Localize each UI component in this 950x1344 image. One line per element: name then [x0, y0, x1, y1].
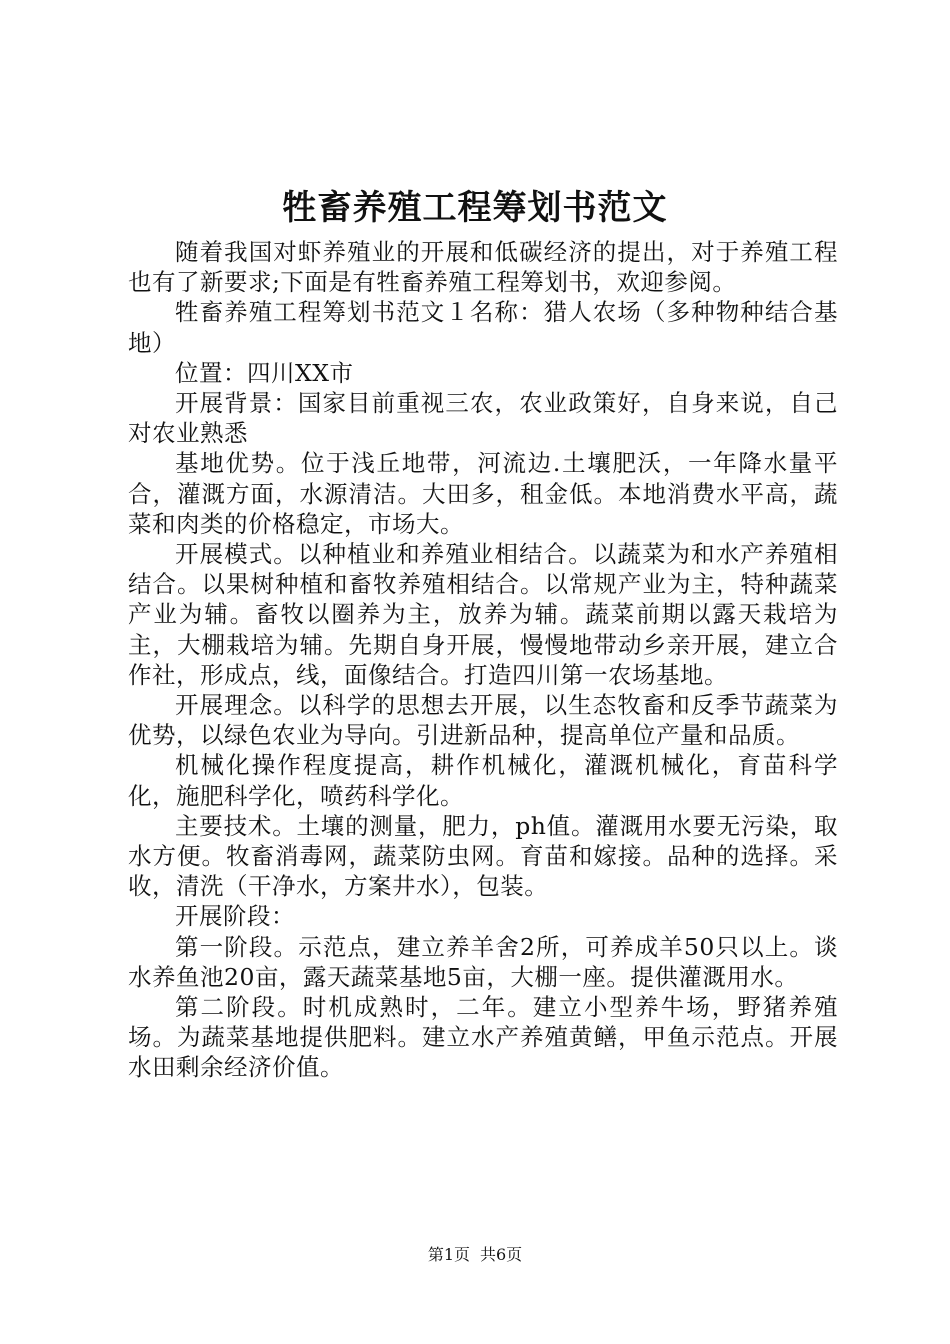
paragraph-mode: 开展模式。以种植业和养殖业相结合。以蔬菜为和水产养殖相结合。以果树种植和畜牧养殖相结合。以常规产业为主，特种蔬菜产业为辅。畜牧以圈养为主，放养为辅。蔬菜前期以露天栽培为主，大棚栽培为辅。先期自身开展，慢慢地带动乡亲开展，建立合作社，形成点，线，面像结合。打造四川第一农场基地。 — [128, 540, 838, 689]
page-footer — [0, 1244, 950, 1266]
paragraph-intro: 随着我国对虾养殖业的开展和低碳经济的提出，对于养殖工程也有了新要求;下面是有牲畜养殖工程筹划书，欢迎参阅。 — [128, 238, 838, 297]
paragraph-stage-two: 第二阶段。时机成熟时，二年。建立小型养牛场，野猪养殖场。为蔬菜基地提供肥料。建立水产养殖黄鳝，甲鱼示范点。开展水田剩余经济价值。 — [128, 993, 838, 1082]
paragraph-background: 开展背景：国家目前重视三农，农业政策好，自身来说，自己对农业熟悉 — [128, 389, 838, 448]
document-title: 牲畜养殖工程筹划书范文 — [282, 188, 668, 228]
paragraph-name: 牲畜养殖工程筹划书范文１名称：猎人农场（多种物种结合基地） — [128, 298, 838, 357]
paragraph-mechanization: 机械化操作程度提高，耕作机械化，灌溉机械化，育苗科学化，施肥科学化，喷药科学化。 — [128, 751, 838, 810]
paragraph-location: 位置：四川XX市 — [175, 358, 354, 387]
paragraph-philosophy: 开展理念。以科学的思想去开展，以生态牧畜和反季节蔬菜为优势，以绿色农业为导向。引进新品种，提高单位产量和品质。 — [128, 691, 838, 750]
paragraph-stages-heading: 开展阶段： — [175, 902, 295, 931]
paragraph-advantages: 基地优势。位于浅丘地带，河流边.土壤肥沃，一年降水量平合，灌溉方面，水源清洁。大田多，租金低。本地消费水平高，蔬菜和肉类的价格稳定，市场大。 — [128, 449, 838, 538]
document-body — [128, 237, 838, 1083]
page-number-current: 第1页 — [427, 1245, 470, 1264]
paragraph-stage-one: 第一阶段。示范点，建立养羊舍2所，可养成羊50只以上。谈水养鱼池20亩，露天蔬菜基地5亩，大棚一座。提供灌溉用水。 — [128, 932, 838, 991]
paragraph-technology: 主要技术。土壤的测量，肥力，ph值。灌溉用水要无污染，取水方便。牧畜消毒网，蔬菜防虫网。育苗和嫁接。品种的选择。采收，清洗（干净水，方案井水），包装。 — [128, 811, 838, 901]
page-number-total: 共6页 — [480, 1245, 523, 1264]
